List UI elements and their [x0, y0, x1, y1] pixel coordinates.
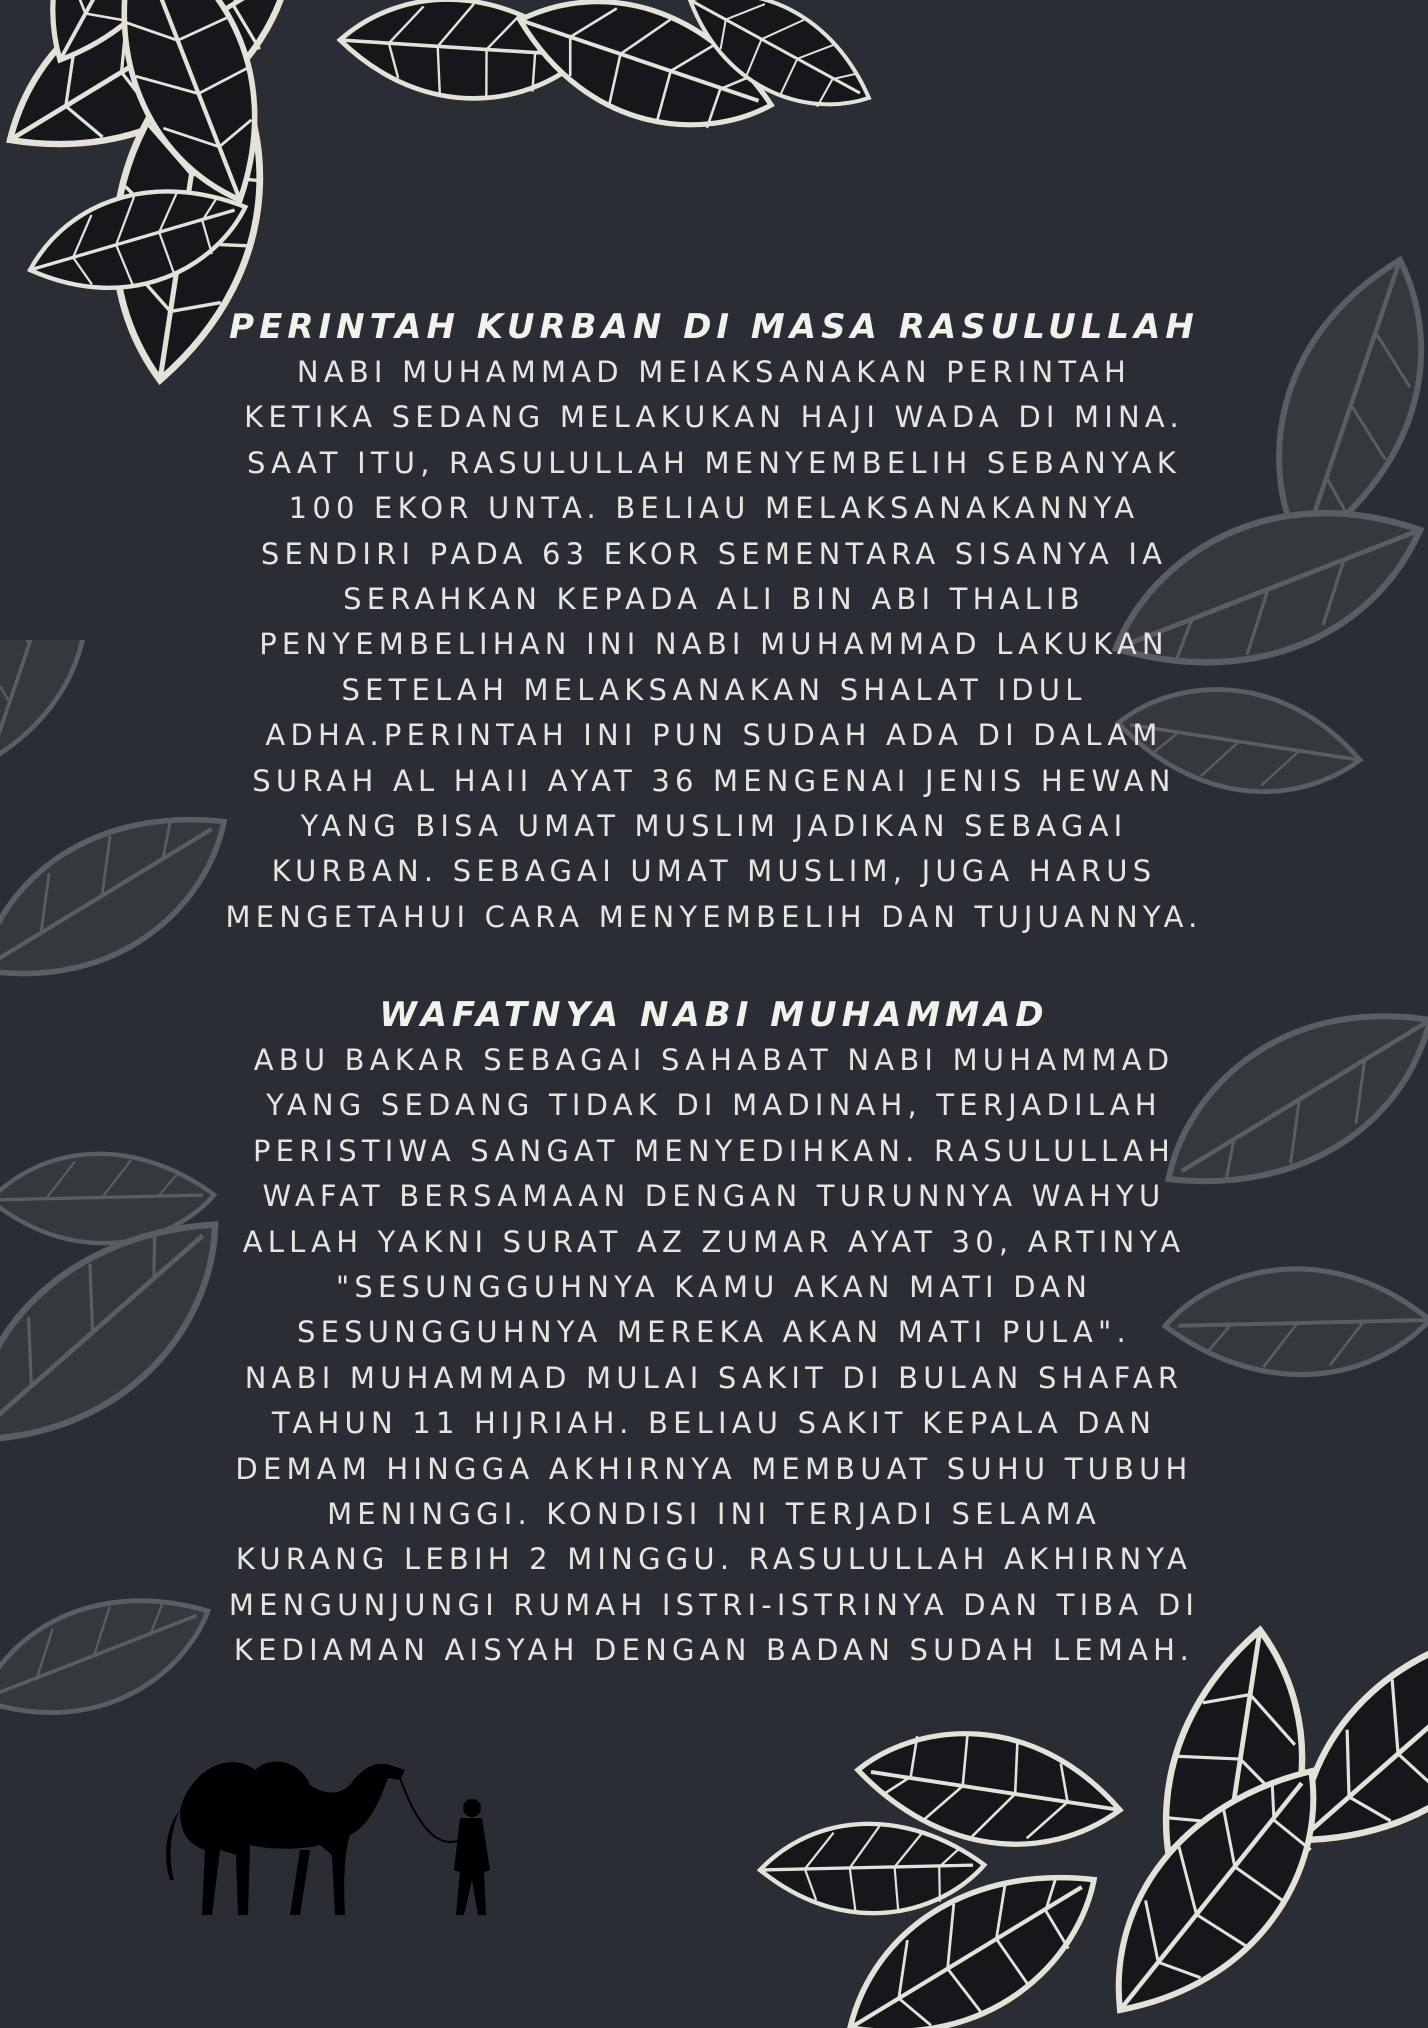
body-line: KEDIAMAN AISYAH DENGAN BADAN SUDAH LEMAH.: [233, 1633, 1195, 1668]
body-line: SESUNGGUHNYA MEREKA AKAN MATI PULA".: [297, 1315, 1131, 1350]
body-line: KURBAN. SEBAGAI UMAT MUSLIM, JUGA HARUS: [271, 854, 1157, 889]
body-line: SETELAH MELAKSANAKAN SHALAT IDUL: [341, 672, 1087, 707]
body-line: YANG SEDANG TIDAK DI MADINAH, TERJADILAH: [266, 1088, 1162, 1123]
body-line: "SESUNGGUHNYA KAMU AKAN MATI DAN: [335, 1270, 1093, 1305]
body-line: SURAH AL HAII AYAT 36 MENGENAI JENIS HEWAN: [252, 763, 1176, 798]
camel-and-man-silhouette: [160, 1740, 500, 1920]
body-line: MENINGGI. KONDISI INI TERJADI SELAMA: [327, 1497, 1101, 1532]
body-line: MENGETAHUI CARA MENYEMBELIH DAN TUJUANNYA.: [225, 899, 1203, 934]
section-kurban: [220, 304, 1208, 940]
body-line: YANG BISA UMAT MUSLIM JADIKAN SEBAGAI: [300, 809, 1128, 844]
section-body: [220, 1038, 1208, 1674]
section-body: [220, 350, 1208, 940]
body-line: SAAT ITU, RASULULLAH MENYEMBELIH SEBANYAK: [247, 445, 1181, 480]
body-line: NABI MUHAMMAD MULAI SAKIT DI BULAN SHAFAR: [244, 1360, 1184, 1395]
body-line: 100 EKOR UNTA. BELIAU MELAKSANAKANNYA: [288, 491, 1140, 526]
body-line: PERISTIWA SANGAT MENYEDIHKAN. RASULULLAH: [252, 1133, 1176, 1168]
body-line: MENGUNJUNGI RUMAH ISTRI-ISTRINYA DAN TIBA DI: [228, 1587, 1200, 1622]
body-line: ABU BAKAR SEBAGAI SAHABAT NABI MUHAMMAD: [253, 1043, 1175, 1077]
section-heading: PERINTAH KURBAN DI MASA RASULULLAH: [229, 307, 1199, 347]
section-heading: WAFATNYA NABI MUHAMMAD: [379, 995, 1049, 1035]
body-line: DEMAM HINGGA AKHIRNYA MEMBUAT SUHU TUBUH: [235, 1451, 1193, 1486]
body-line: SENDIRI PADA 63 EKOR SEMENTARA SISANYA IA: [260, 536, 1168, 571]
body-line: ALLAH YAKNI SURAT AZ ZUMAR AYAT 30, ARTINYA: [242, 1224, 1186, 1259]
body-line: NABI MUHAMMAD MEIAKSANAKAN PERINTAH: [296, 355, 1132, 389]
body-line: KURANG LEBIH 2 MINGGU. RASULULLAH AKHIRNYA: [235, 1542, 1193, 1577]
body-line: PENYEMBELIHAN INI NABI MUHAMMAD LAKUKAN: [259, 627, 1169, 662]
body-line: ADHA.PERINTAH INI PUN SUDAH ADA DI DALAM: [265, 718, 1163, 753]
body-line: TAHUN 11 HIJRIAH. BELIAU SAKIT KEPALA DAN: [271, 1406, 1157, 1441]
body-line: WAFAT BERSAMAAN DENGAN TURUNNYA WAHYU: [262, 1179, 1166, 1214]
section-wafatnya: [220, 992, 1208, 1674]
body-line: SERAHKAN KEPADA ALI BIN ABI THALIB: [343, 582, 1085, 617]
body-line: KETIKA SEDANG MELAKUKAN HAJI WADA DI MINA.: [244, 400, 1184, 435]
